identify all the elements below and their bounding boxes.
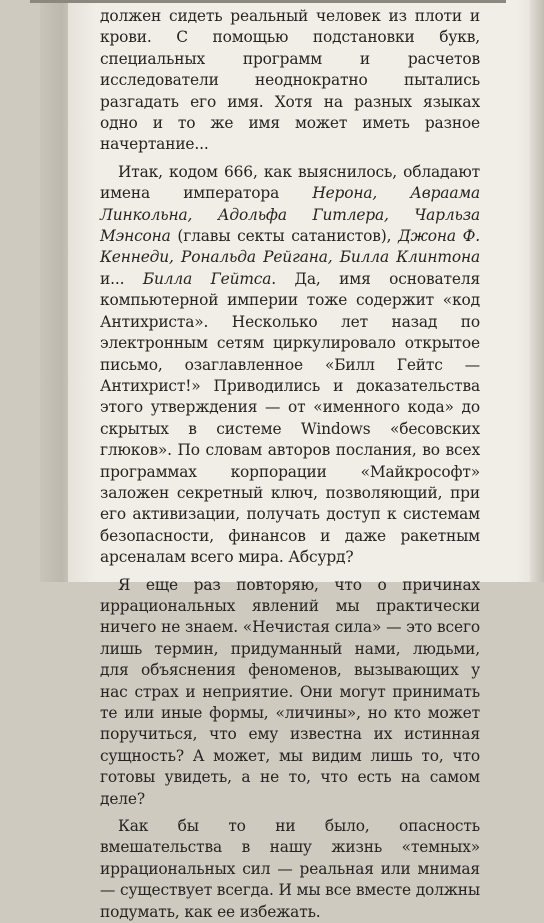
text-run: должен сидеть реальный человек из плоти и крови. С помощью подстановки букв, специальных программ и расчетов исследователи неоднократно пытались разгадать его имя. Хотя на разных языках одно и то же имя может иметь разное начертание... — [100, 7, 480, 154]
italic-names-run: Джона Ф. Кеннеди, Рональда Рейгана, Билла Клинтона — [100, 227, 480, 267]
paragraph-4 — [100, 816, 480, 923]
paragraph-2 — [100, 162, 480, 569]
text-run: . Да, имя основателя компьютерной империи тоже содержит «код Антихриста». Несколько лет назад по электронным сетям циркулировало открытое письмо, озаглавленное «Билл Гейтс — Антихрист!» Приводились и доказательства этого утверждения — от «именного кода» до скрытых в системе Windows «бесовских глюков». По словам авторов послания, во всех программах корпорации «Майкрософт» заложен секретный ключ, позволяющий, при его активизации, получать доступ к системам безопасности, финансов и даже ракетным арсеналам всего мира. Абсурд? — [100, 269, 481, 567]
header-rule — [30, 0, 506, 3]
text-run: Итак, кодом 666, как выяснилось, обладают имена императора — [100, 162, 480, 203]
text-run: (главы секты сатанистов), — [170, 227, 399, 246]
paragraph-3 — [100, 575, 480, 810]
italic-names-run: Билла Гейтса — [142, 269, 272, 288]
text-run: Я еще раз повторяю, что о причинах иррациональных явлений мы практически ничего не знаем. «Нечистая сила» — это всего лишь термин, придуманный нами, людьми, для объяснения феноменов, вызывающих у нас страх и неприятие. Они могут принимать те или иные формы, «личины», но кто может поручиться, что ему известна их истинная сущность? А может, мы видим лишь то, что готовы увидеть, а не то, что есть на самом деле? — [100, 575, 480, 808]
paragraph-1 — [100, 6, 480, 156]
italic-names-run: Нерона, Авраама Линкольна, Адольфа Гитлера, Чарльза Мэнсона — [100, 184, 480, 246]
text-run: Как бы то ни было, опасность вмешательства в нашу жизнь «темных» иррациональных сил — реальная или мнимая — существует всегда. И мы все вместе должны подумать, как ее избежать. — [100, 817, 480, 921]
text-run: и... — [100, 269, 143, 288]
body-text — [100, 6, 480, 923]
page-edge — [530, 0, 544, 582]
